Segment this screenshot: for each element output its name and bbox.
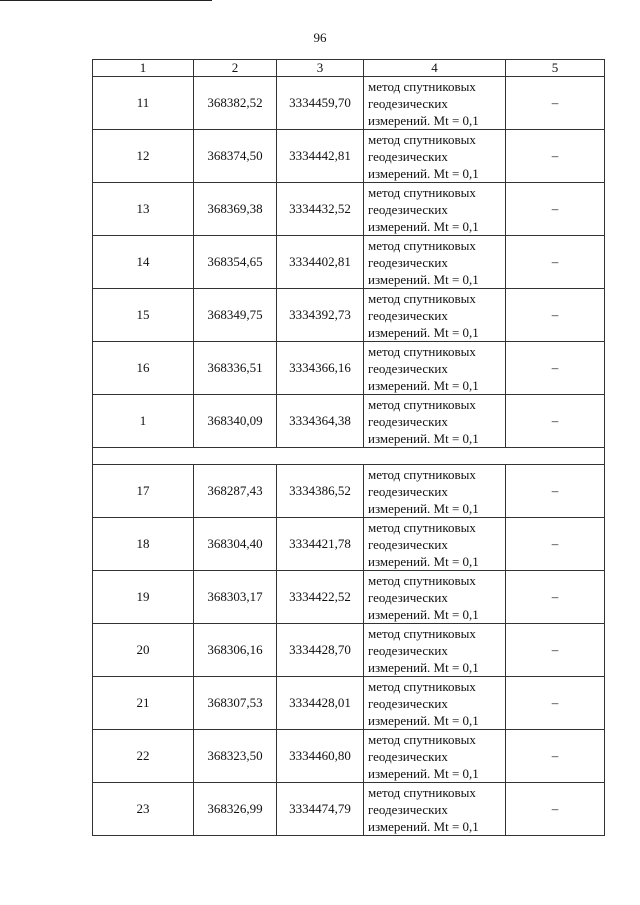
method-line: измерений. Mt = 0,1: [368, 324, 479, 340]
method-cell: [364, 730, 506, 783]
method-line: метод спутниковых: [368, 78, 476, 94]
note-cell: –: [506, 518, 605, 571]
point-number-cell: 14: [93, 236, 194, 289]
method-cell: [364, 783, 506, 836]
method-line: метод спутниковых: [368, 237, 476, 253]
point-number-cell: 22: [93, 730, 194, 783]
y-coordinate-cell: 3334428,01: [277, 677, 364, 730]
method-line: геодезических: [368, 748, 448, 764]
header-cell: 2: [194, 60, 277, 77]
note-cell: –: [506, 130, 605, 183]
method-line: метод спутниковых: [368, 731, 476, 747]
x-coordinate-cell: 368349,75: [194, 289, 277, 342]
method-line: измерений. Mt = 0,1: [368, 553, 479, 569]
method-cell: [364, 677, 506, 730]
y-coordinate-cell: 3334421,78: [277, 518, 364, 571]
table-body: [93, 77, 605, 836]
point-number-cell: 16: [93, 342, 194, 395]
method-cell: [364, 236, 506, 289]
table-row: [93, 289, 605, 342]
table-row: [93, 730, 605, 783]
method-line: измерений. Mt = 0,1: [368, 430, 479, 446]
method-line: метод спутниковых: [368, 343, 476, 359]
method-line: измерений. Mt = 0,1: [368, 500, 479, 516]
method-line: геодезических: [368, 642, 448, 658]
method-line: измерений. Mt = 0,1: [368, 377, 479, 393]
method-line: измерений. Mt = 0,1: [368, 271, 479, 287]
method-cell: [364, 518, 506, 571]
method-line: метод спутниковых: [368, 572, 476, 588]
point-number-cell: 11: [93, 77, 194, 130]
separator-cell: [93, 448, 605, 465]
table-row: [93, 783, 605, 836]
point-number-cell: 13: [93, 183, 194, 236]
y-coordinate-cell: 3334442,81: [277, 130, 364, 183]
method-cell: [364, 465, 506, 518]
coordinates-table: [92, 59, 605, 836]
header-cell: 4: [364, 60, 506, 77]
table-row: [93, 236, 605, 289]
y-coordinate-cell: 3334459,70: [277, 77, 364, 130]
note-cell: –: [506, 624, 605, 677]
method-line: метод спутниковых: [368, 678, 476, 694]
method-line: метод спутниковых: [368, 184, 476, 200]
method-line: геодезических: [368, 483, 448, 499]
x-coordinate-cell: 368369,38: [194, 183, 277, 236]
table-row: [93, 465, 605, 518]
method-line: геодезических: [368, 254, 448, 270]
note-cell: –: [506, 465, 605, 518]
table-row: [93, 677, 605, 730]
y-coordinate-cell: 3334364,38: [277, 395, 364, 448]
top-rule: [0, 0, 212, 1]
note-cell: –: [506, 571, 605, 624]
y-coordinate-cell: 3334428,70: [277, 624, 364, 677]
header-cell: 3: [277, 60, 364, 77]
point-number-cell: 18: [93, 518, 194, 571]
point-number-cell: 17: [93, 465, 194, 518]
point-number-cell: 15: [93, 289, 194, 342]
method-line: измерений. Mt = 0,1: [368, 218, 479, 234]
table-header-row: [93, 60, 605, 77]
method-line: метод спутниковых: [368, 131, 476, 147]
method-line: измерений. Mt = 0,1: [368, 165, 479, 181]
method-line: измерений. Mt = 0,1: [368, 659, 479, 675]
y-coordinate-cell: 3334386,52: [277, 465, 364, 518]
method-line: геодезических: [368, 307, 448, 323]
note-cell: –: [506, 183, 605, 236]
table-row: [93, 342, 605, 395]
x-coordinate-cell: 368326,99: [194, 783, 277, 836]
point-number-cell: 19: [93, 571, 194, 624]
method-cell: [364, 571, 506, 624]
header-cell: 1: [93, 60, 194, 77]
point-number-cell: 21: [93, 677, 194, 730]
y-coordinate-cell: 3334422,52: [277, 571, 364, 624]
method-line: метод спутниковых: [368, 784, 476, 800]
method-line: геодезических: [368, 589, 448, 605]
point-number-cell: 12: [93, 130, 194, 183]
method-cell: [364, 183, 506, 236]
method-line: геодезических: [368, 536, 448, 552]
note-cell: –: [506, 77, 605, 130]
point-number-cell: 1: [93, 395, 194, 448]
note-cell: –: [506, 236, 605, 289]
table-row: [93, 395, 605, 448]
table-row: [93, 183, 605, 236]
x-coordinate-cell: 368287,43: [194, 465, 277, 518]
y-coordinate-cell: 3334402,81: [277, 236, 364, 289]
method-line: измерений. Mt = 0,1: [368, 765, 479, 781]
table-row: [93, 77, 605, 130]
point-number-cell: 23: [93, 783, 194, 836]
method-line: геодезических: [368, 148, 448, 164]
method-cell: [364, 624, 506, 677]
method-line: геодезических: [368, 95, 448, 111]
note-cell: –: [506, 677, 605, 730]
y-coordinate-cell: 3334392,73: [277, 289, 364, 342]
method-line: геодезических: [368, 695, 448, 711]
y-coordinate-cell: 3334460,80: [277, 730, 364, 783]
method-cell: [364, 130, 506, 183]
x-coordinate-cell: 368323,50: [194, 730, 277, 783]
method-line: измерений. Mt = 0,1: [368, 818, 479, 834]
method-cell: [364, 289, 506, 342]
y-coordinate-cell: 3334474,79: [277, 783, 364, 836]
note-cell: –: [506, 289, 605, 342]
method-line: геодезических: [368, 360, 448, 376]
method-line: геодезических: [368, 801, 448, 817]
x-coordinate-cell: 368304,40: [194, 518, 277, 571]
method-line: метод спутниковых: [368, 519, 476, 535]
page-number: 96: [313, 30, 327, 45]
method-line: метод спутниковых: [368, 396, 476, 412]
method-line: измерений. Mt = 0,1: [368, 606, 479, 622]
x-coordinate-cell: 368307,53: [194, 677, 277, 730]
note-cell: –: [506, 730, 605, 783]
x-coordinate-cell: 368303,17: [194, 571, 277, 624]
x-coordinate-cell: 368374,50: [194, 130, 277, 183]
method-line: метод спутниковых: [368, 466, 476, 482]
method-line: геодезических: [368, 413, 448, 429]
table-row: [93, 130, 605, 183]
method-line: измерений. Mt = 0,1: [368, 712, 479, 728]
x-coordinate-cell: 368354,65: [194, 236, 277, 289]
table-row: [93, 571, 605, 624]
method-line: метод спутниковых: [368, 290, 476, 306]
y-coordinate-cell: 3334432,52: [277, 183, 364, 236]
method-cell: [364, 77, 506, 130]
method-cell: [364, 395, 506, 448]
y-coordinate-cell: 3334366,16: [277, 342, 364, 395]
method-cell: [364, 342, 506, 395]
method-line: геодезических: [368, 201, 448, 217]
header-cell: 5: [506, 60, 605, 77]
separator-row: [93, 448, 605, 465]
table-row: [93, 624, 605, 677]
table-row: [93, 518, 605, 571]
x-coordinate-cell: 368336,51: [194, 342, 277, 395]
x-coordinate-cell: 368382,52: [194, 77, 277, 130]
method-line: метод спутниковых: [368, 625, 476, 641]
x-coordinate-cell: 368306,16: [194, 624, 277, 677]
method-line: измерений. Mt = 0,1: [368, 112, 479, 128]
note-cell: –: [506, 395, 605, 448]
x-coordinate-cell: 368340,09: [194, 395, 277, 448]
note-cell: –: [506, 342, 605, 395]
point-number-cell: 20: [93, 624, 194, 677]
note-cell: –: [506, 783, 605, 836]
